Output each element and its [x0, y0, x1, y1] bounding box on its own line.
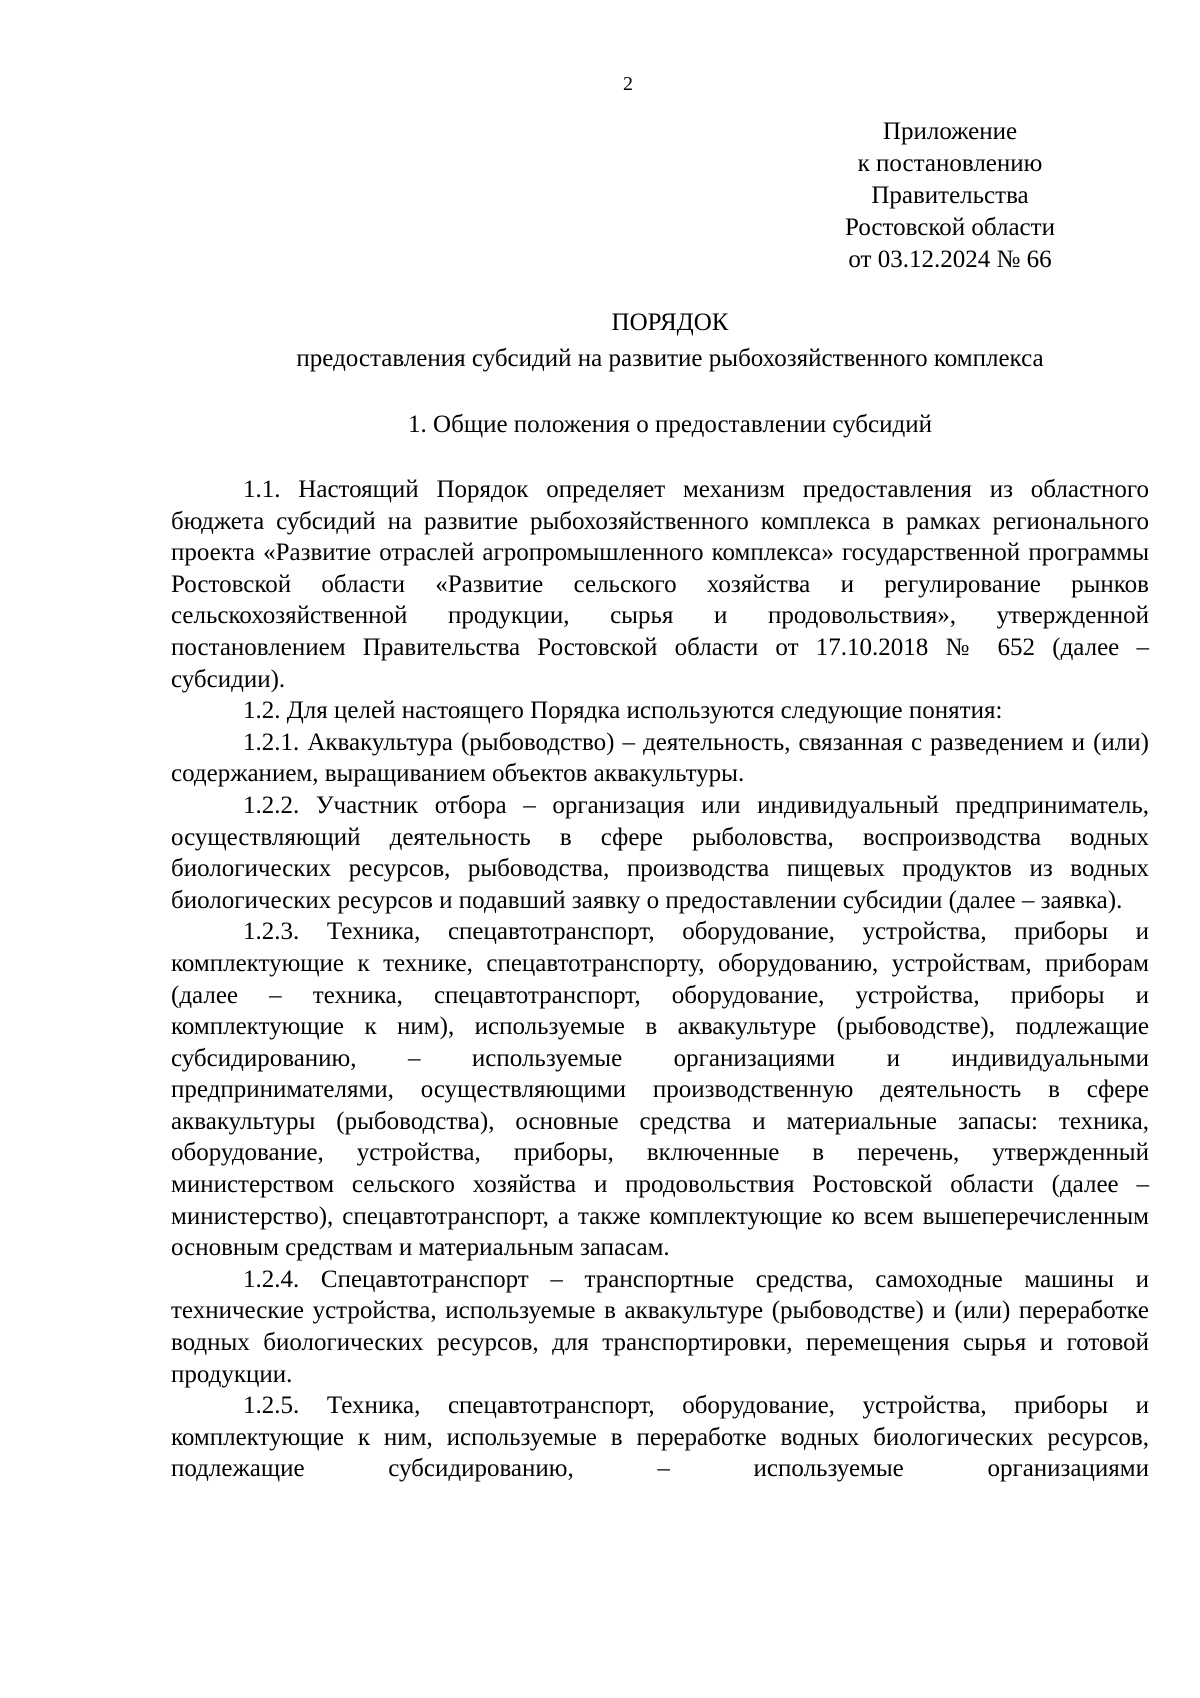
- paragraph-1-2-1: 1.2.1. Аквакультура (рыбоводство) – деятельность, связанная с разведением и (или) содержанием, выращиванием объектов аквакультуры.: [171, 728, 1149, 788]
- paragraph-1-2-3: 1.2.3. Техника, спецавтотранспорт, оборудование, устройства, приборы и комплектующие к технике, спецавтотранспорту, оборудованию, устройствам, приборам (далее – техника, спецавтотранспорт, оборудование, устройства, приборы и комплектующие к ним), используемые в аквакультуре (рыбоводстве), подлежащие субсидированию, – используемые организациями и индивидуальными предпринимателями, осуществляющими производственную деятельность в сфере аквакультуры (рыбоводства), основные средства и материальные запасы: техника, оборудование, устройства, приборы, включенные в перечень, утвержденный министерством сельского хозяйства и продовольствия Ростовской области (далее – министерство), спецавтотранспорт, а также комплектующие ко всем вышеперечисленным основным средствам и материальным запасам.: [171, 918, 1149, 1262]
- page-number: 2: [623, 73, 633, 95]
- document-subtitle: предоставления субсидий на развитие рыбохозяйственного комплекса: [296, 345, 1044, 372]
- paragraph-1-2: 1.2. Для целей настоящего Порядка используются следующие понятия:: [243, 697, 1003, 725]
- appendix-line: Приложение: [882, 118, 1018, 145]
- appendix-line: Правительства: [871, 182, 1029, 209]
- appendix-line: от 03.12.2024 № 66: [848, 246, 1052, 273]
- appendix-block: [820, 116, 1080, 276]
- paragraph-1-2-4: 1.2.4. Спецавтотранспорт – транспортные средства, самоходные машины и технические устройства, используемые в аквакультуре (рыбоводстве) и (или) переработке водных биологических ресурсов, для транспортировки, перемещения сырья и готовой продукции.: [171, 1265, 1149, 1388]
- document-body: [171, 474, 1149, 1485]
- section-heading: 1. Общие положения о предоставлении субсидий: [408, 411, 932, 438]
- paragraph-1-1: 1.1. Настоящий Порядок определяет механизм предоставления из областного бюджета субсидий на развитие рыбохозяйственного комплекса в рамках регионального проекта «Развитие отраслей агропромышленного комплекса» государственной программы Ростовской области «Развитие сельского хозяйства и регулирование рынков сельскохозяйственной продукции, сырья и продовольствия», утвержденной постановлением Правительства Ростовской области от 17.10.2018 № 652 (далее – субсидии).: [171, 476, 1149, 693]
- paragraph-1-2-2: 1.2.2. Участник отбора – организация или индивидуальный предприниматель, осуществляющий деятельность в сфере рыболовства, воспроизводства водных биологических ресурсов, рыбоводства, производства пищевых продуктов из водных биологических ресурсов и подавший заявку о предоставлении субсидии (далее – заявка).: [171, 791, 1149, 914]
- document-title: ПОРЯДОК: [611, 309, 729, 336]
- appendix-line: Ростовской области: [845, 214, 1055, 241]
- paragraph-1-2-5: 1.2.5. Техника, спецавтотранспорт, оборудование, устройства, приборы и комплектующие к ним, используемые в переработке водных биологических ресурсов, подлежащие субсидированию, – используемые организациями: [171, 1392, 1149, 1483]
- appendix-line: к постановлению: [857, 150, 1043, 177]
